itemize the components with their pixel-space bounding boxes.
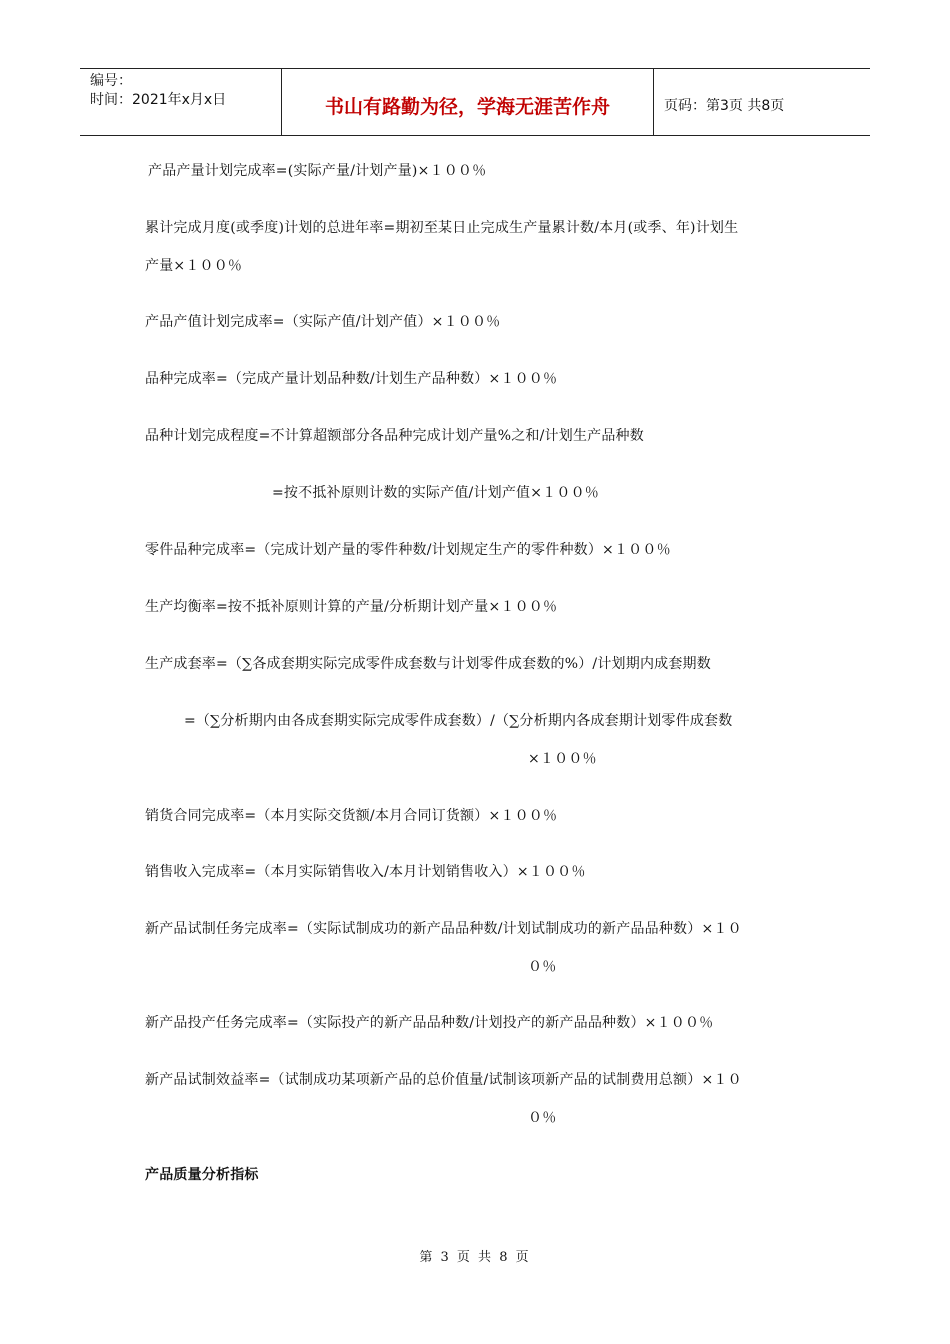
formula-line: 零件品种完成率=（完成计划产量的零件种数/计划规定生产的零件种数）×１００％ [145, 542, 671, 558]
header-meta [80, 69, 282, 135]
serial-number-label: 编号： [90, 73, 132, 89]
section-title: 产品质量分析指标 [145, 1167, 259, 1183]
page-header [80, 68, 870, 136]
formula-line: =按不抵补原则计数的实际产值/计划产值×１００％ [272, 485, 599, 501]
formula-line: 新产品试制任务完成率=（实际试制成功的新产品品种数/计划试制成功的新产品品种数）×１０ [145, 921, 742, 937]
formula-line: 生产成套率=（∑各成套期实际完成零件成套数与计划零件成套数的%）/计划期内成套期数 [145, 656, 711, 672]
formula-line: =（∑分析期内由各成套期实际完成零件成套数）/（∑分析期内各成套期计划零件成套数 [184, 713, 733, 729]
formula-line: 产量×１００％ [145, 258, 243, 274]
header-page-number: 页码：第3页 共8页 [664, 98, 785, 114]
formula-line: 产品产量计划完成率=(实际产量/计划产量)×１００％ [148, 163, 487, 179]
formula-line: 生产均衡率=按不抵补原则计算的产量/分析期计划产量×１００％ [145, 599, 558, 615]
formula-line: 品种完成率=（完成产量计划品种数/计划生产品种数）×１００％ [145, 371, 558, 387]
date-label: 时间：2021年x月x日 [90, 92, 227, 108]
formula-line: ０％ [528, 1110, 557, 1126]
header-motto: 书山有路勤为径，学海无涯苦作舟 [282, 69, 654, 135]
formula-line: 品种计划完成程度=不计算超额部分各品种完成计划产量%之和/计划生产品种数 [145, 428, 644, 444]
formula-line: ０％ [528, 959, 557, 975]
formula-line: 新产品试制效益率=（试制成功某项新产品的总价值量/试制该项新产品的试制费用总额）×１０ [145, 1072, 742, 1088]
page-footer: 第 3 页 共 8 页 [419, 1250, 531, 1265]
formula-line: ×１００％ [528, 751, 597, 767]
formula-line: 累计完成月度(或季度)计划的总进年率=期初至某日止完成生产量累计数/本月(或季、年)计划生 [145, 220, 739, 236]
formula-line: 产品产值计划完成率=（实际产值/计划产值）×１００％ [145, 314, 501, 330]
formula-line: 销货合同完成率=（本月实际交货额/本月合同订货额）×１００％ [145, 808, 558, 824]
formula-line: 销售收入完成率=（本月实际销售收入/本月计划销售收入）×１００％ [145, 864, 586, 880]
formula-line: 新产品投产任务完成率=（实际投产的新产品品种数/计划投产的新产品品种数）×１００％ [145, 1015, 714, 1031]
